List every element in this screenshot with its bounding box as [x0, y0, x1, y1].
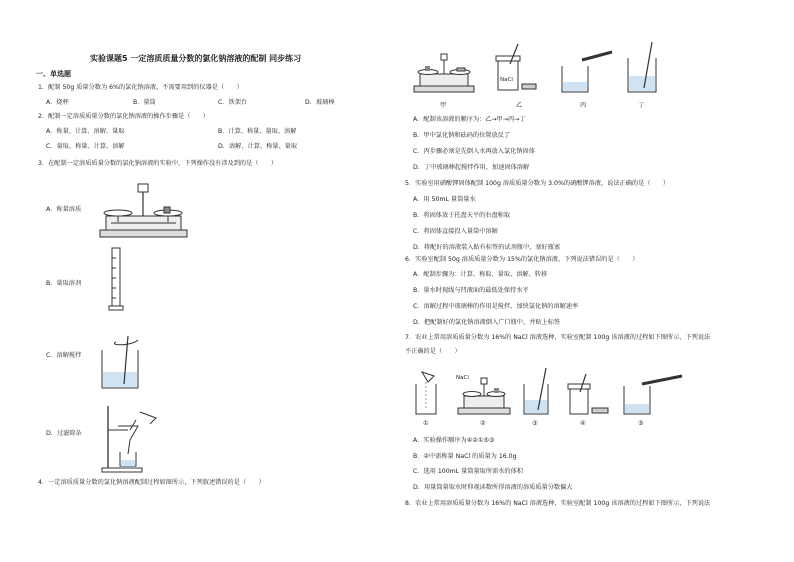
q5-option-a: A．用 50mL 量筒量水 — [413, 196, 476, 203]
q5-stem: 5．实验室用硝酸钾固体配制 100g 溶质质量分数为 3.0%的硝酸钾溶液，说法正确的是（ ） — [405, 180, 670, 187]
q3-stem: 3．在配制一定溶质质量分数的氯化钠溶液的实验中，下列操作没有涉及到的是（ ） — [38, 160, 278, 167]
q7-nacl-label: NaCl — [456, 375, 469, 381]
section-heading: 一、单选题 — [36, 70, 71, 78]
q4-label-yi: 乙 — [516, 102, 523, 109]
q4-option-d: D．丁中玻璃棒起搅拌作用，加速固体溶解 — [413, 164, 530, 171]
q2-option-a: A．称量、计算、溶解、量取 — [46, 128, 125, 135]
q6-option-a: A．配制步骤为：计算、称取、量取、溶解、转移 — [413, 271, 548, 278]
q4-label-jia: 甲 — [440, 102, 447, 109]
q6-stem: 6．实验室配制 50g 溶质质量分数为 15%的氯化钠溶液，下列说法错误的是（ ） — [405, 256, 639, 263]
q8-stem: 8．农业上常用溶质质量分数为 16%的 NaCl 溶液选种，实验室配制 100g 该溶液的过程如下图所示，下列说法 — [405, 500, 711, 507]
q3-option-a: A．称量溶质 — [46, 206, 82, 213]
q7-option-a: A．实验操作顺序为④②①⑤③ — [413, 437, 495, 444]
q3-option-d: D．过滤除杂 — [46, 430, 82, 437]
filtration-figure — [100, 402, 160, 474]
page-title: 实验课题5 一定溶质质量分数的氯化钠溶液的配制 同步练习 — [90, 54, 302, 63]
q7-stem-line2: 不正确的是（ ） — [405, 348, 461, 355]
q5-option-c: C．将固体直接投入量筒中溶解 — [413, 228, 498, 235]
q1-stem: 1．配制 50g 质量分数为 6%的氯化钠溶液，不需要用到的仪器是（ ） — [38, 84, 243, 91]
q4-nacl-label: NaCl — [500, 77, 513, 83]
q5-option-d: D．将配好的溶液装入贴有标签的试剂瓶中，塞好瓶塞 — [413, 244, 561, 251]
q2-option-c: C．量取、称量、计算、溶解 — [46, 143, 125, 150]
stirring-beaker-figure — [98, 332, 146, 392]
q6-option-b: B．量水时视线与凹液面的最低处保持水平 — [413, 287, 529, 294]
q4-option-b: B．甲中氯化钠和砝码的位置放反了 — [413, 132, 511, 139]
q2-option-d: D．溶解、计算、称量、量取 — [218, 143, 298, 150]
q7-label-5: ⑤ — [638, 420, 644, 427]
q1-option-d: D．玻璃棒 — [305, 99, 335, 106]
q4-option-c: C．丙步骤必须是先倒入水再放入氯化钠固体 — [413, 148, 535, 155]
q7-label-4: ④ — [580, 420, 586, 427]
graduated-cylinder-figure — [108, 246, 124, 312]
q6-option-d: D．把配制好的氯化钠溶液倒入广口瓶中，并贴上标签 — [413, 319, 561, 326]
q1-option-a: A．烧杯 — [46, 99, 69, 106]
q7-label-1: ① — [423, 420, 429, 427]
q1-option-c: C．铁架台 — [218, 99, 248, 106]
q6-option-c: C．溶解过程中玻璃棒的作用是搅拌，加快氯化钠的溶解速率 — [413, 303, 579, 310]
q4-stem: 4．一定溶质质量分数的氯化钠溶液配制过程如图所示，下列叙述错误的是（ ） — [38, 479, 265, 486]
q5-option-b: B．将固体放于托盘天平的右盘称取 — [413, 212, 511, 219]
q4-figure-strip — [412, 40, 682, 102]
q7-option-c: C．选用 100mL 量筒量取所需水的体积 — [413, 468, 523, 475]
q7-label-3: ③ — [532, 420, 538, 427]
q7-option-b: B．②中需称量 NaCl 的质量为 16.0g — [413, 453, 517, 460]
q4-option-a: A．配制该溶液的顺序为：乙→甲→丙→丁 — [413, 116, 526, 123]
q4-label-ding: 丁 — [638, 102, 645, 109]
q2-stem: 2．配制一定溶质质量分数的氯化钠溶液的操作步骤是（ ） — [38, 113, 209, 120]
q3-option-b: B．量取溶剂 — [46, 280, 82, 287]
q1-option-b: B．量筒 — [133, 99, 156, 106]
q7-option-d: D．用量筒量取水时仰视读数所得溶液的溶质质量分数偏大 — [413, 484, 573, 491]
q4-label-bing: 丙 — [580, 102, 587, 109]
q7-stem-line1: 7．农业上常用溶质质量分数为 16%的 NaCl 溶液选种，实验室配制 100g 该溶液的过程如下图所示，下列说法 — [405, 334, 711, 341]
balance-figure — [96, 180, 191, 240]
q7-label-2: ② — [480, 420, 486, 427]
q2-option-b: B．计算、称量、量取、溶解 — [218, 128, 297, 135]
q3-option-c: C．溶解搅拌 — [46, 352, 82, 359]
